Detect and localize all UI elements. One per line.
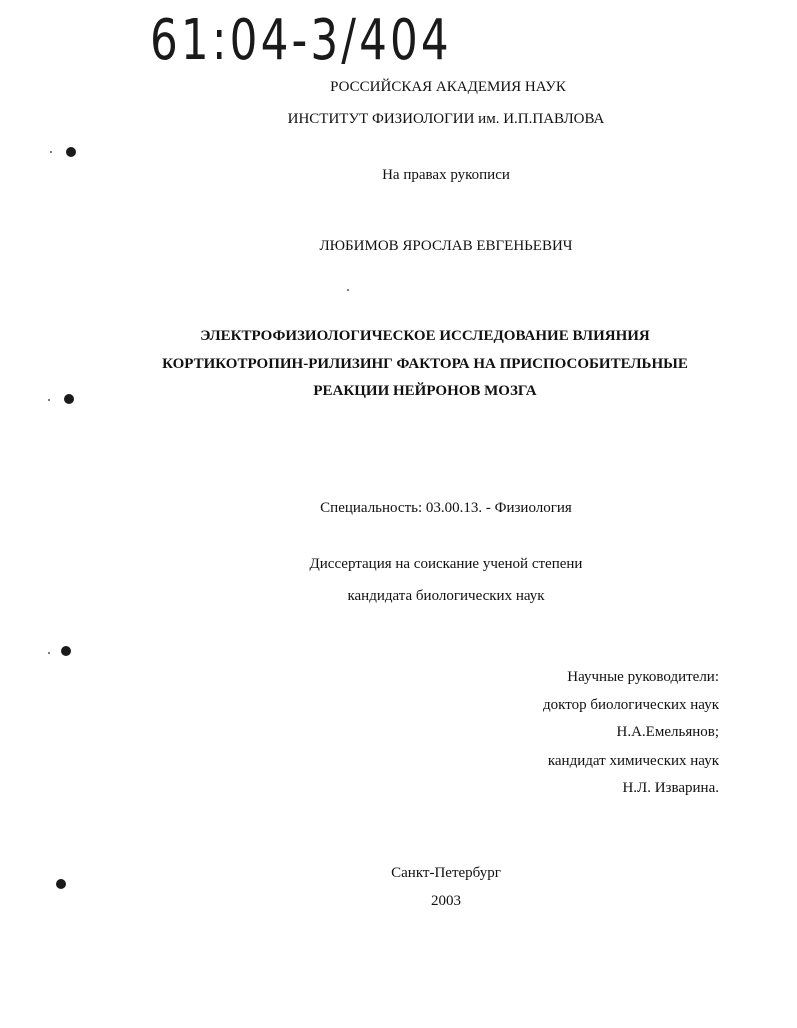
specialty: Специальность: 03.00.13. - Физиология: [320, 500, 572, 516]
supervisor-line: Н.А.Емельянов;: [616, 724, 719, 740]
punch-hole-mark: [56, 879, 66, 889]
handwritten-archive-code: 61:04-3/404: [150, 8, 452, 73]
scan-speck: [347, 289, 349, 291]
punch-hole-mark: [61, 646, 71, 656]
manuscript-note: На правах рукописи: [382, 167, 510, 183]
degree-line: Диссертация на соискание ученой степени: [309, 556, 583, 572]
thesis-title-line: ЭЛЕКТРОФИЗИОЛОГИЧЕСКОЕ ИССЛЕДОВАНИЕ ВЛИЯНИЯ: [200, 328, 650, 344]
degree-line: кандидата биологических наук: [347, 588, 545, 604]
city: Санкт-Петербург: [391, 865, 501, 881]
punch-hole-mark: [64, 394, 74, 404]
scan-speck: [48, 399, 50, 401]
thesis-title-line: КОРТИКОТРОПИН-РИЛИЗИНГ ФАКТОРА НА ПРИСПОСОБИТЕЛЬНЫЕ: [162, 356, 688, 372]
punch-hole-mark: [66, 147, 76, 157]
institute-heading: ИНСТИТУТ ФИЗИОЛОГИИ им. И.П.ПАВЛОВА: [287, 111, 605, 127]
scan-speck: [50, 151, 52, 153]
scan-speck: [48, 652, 50, 654]
author-name: ЛЮБИМОВ ЯРОСЛАВ ЕВГЕНЬЕВИЧ: [319, 238, 573, 254]
supervisor-line: доктор биологических наук: [543, 697, 719, 713]
supervisor-line: кандидат химических наук: [547, 753, 719, 769]
year: 2003: [431, 893, 461, 909]
thesis-title-line: РЕАКЦИИ НЕЙРОНОВ МОЗГА: [313, 383, 537, 399]
supervisors-heading: Научные руководители:: [567, 669, 719, 685]
academy-heading: РОССИЙСКАЯ АКАДЕМИЯ НАУК: [330, 79, 566, 95]
supervisor-line: Н.Л. Изварина.: [622, 780, 719, 796]
